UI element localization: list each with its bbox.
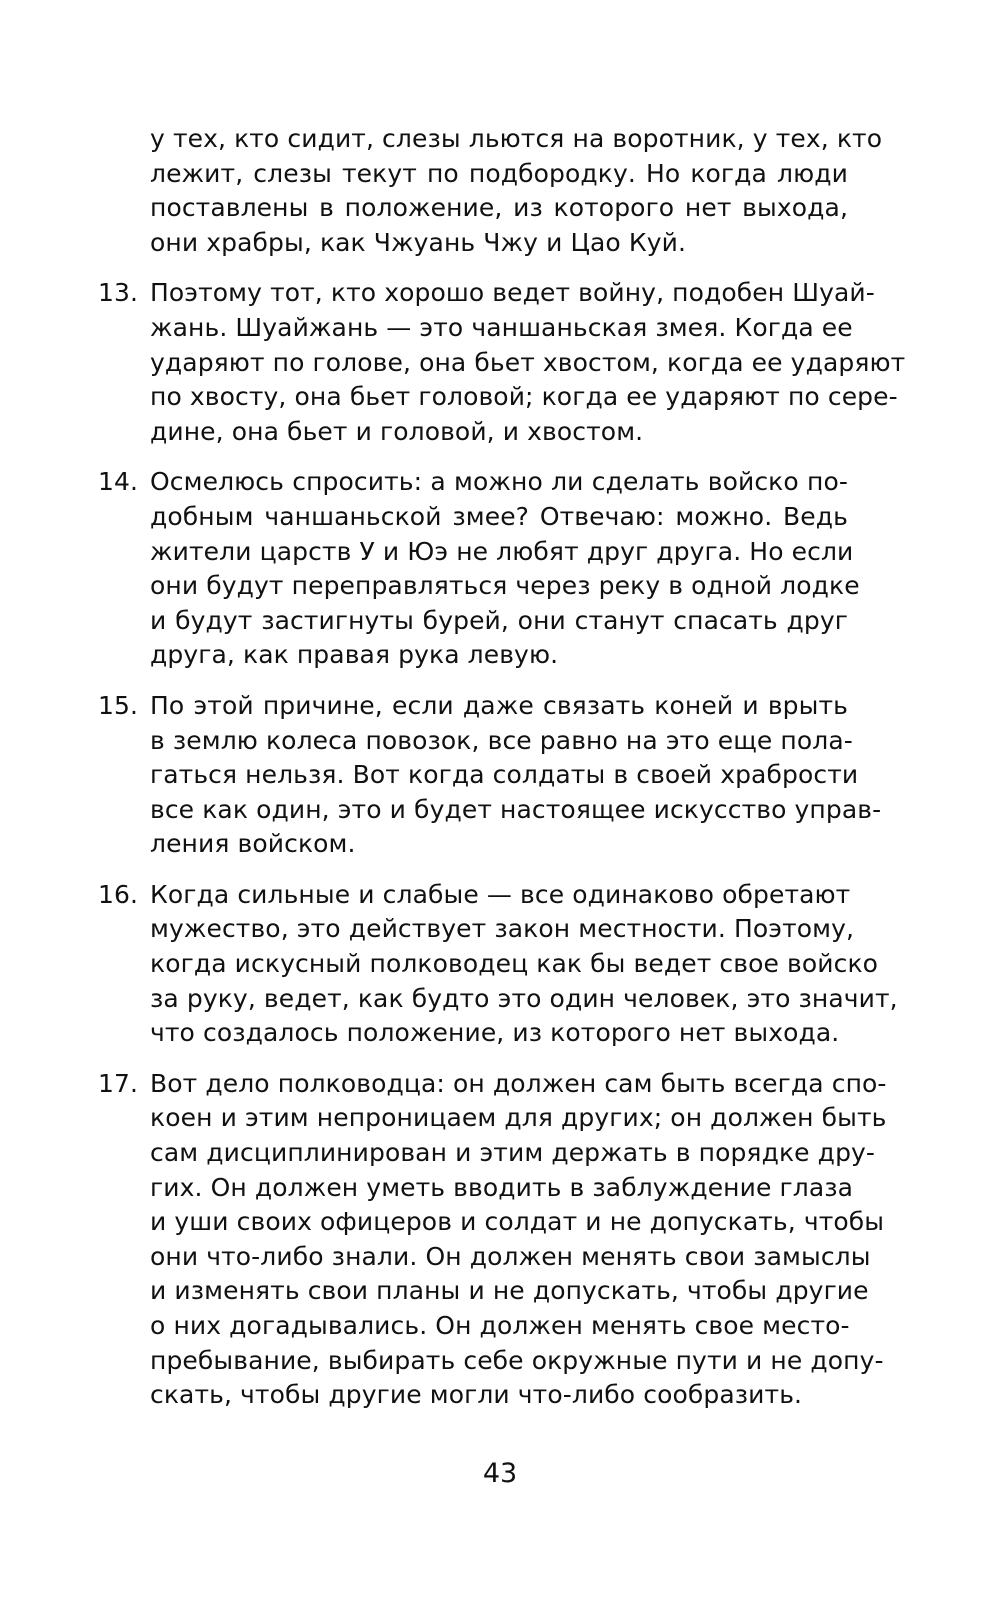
text-line: мужество, это действует закон местности. Поэтому, xyxy=(150,914,855,944)
text-line: гаться нельзя. Вот когда солдаты в своей храбрости xyxy=(150,760,859,790)
text-line: у тех, кто сидит, слезы льются на воротник, у тех, кто xyxy=(150,124,883,153)
text-line: Осмелюсь спросить: а можно ли сделать войско по- xyxy=(150,467,848,497)
text-line: что создалось положение, из которого нет выхода. xyxy=(150,1018,840,1048)
text-line: о них догадывались. Он должен менять свое место- xyxy=(150,1311,850,1340)
text-line: в землю колеса повозок, все равно на это еще пола- xyxy=(150,725,853,755)
text-line: Поэтому тот, кто хорошо ведет войну, подобен Шуай- xyxy=(150,278,875,308)
text-line: ления войском. xyxy=(150,829,356,859)
text-line: коен и этим непроницаем для других; он должен быть xyxy=(150,1103,887,1133)
text-line: сам дисциплинирован и этим держать в порядке дру- xyxy=(150,1138,876,1168)
text-line: ударяют по голове, она бьет хвостом, когда ее ударяют xyxy=(150,347,906,377)
text-line: лежит, слезы текут по подбородку. Но когда люди xyxy=(150,158,848,188)
text-line: По этой причине, если даже связать коней и врыть xyxy=(150,690,848,720)
text-line: Когда сильные и слабые — все одинаково обретают xyxy=(150,879,851,909)
paragraph-13 xyxy=(97,276,906,449)
paragraph-number: 13. xyxy=(97,278,138,308)
text-line: Вот дело полководца: он должен сам быть всегда спо- xyxy=(150,1068,887,1098)
text-line: скать, чтобы другие могли что-либо сообразить. xyxy=(150,1380,803,1410)
page-body xyxy=(97,122,906,1413)
paragraph-16 xyxy=(97,878,898,1051)
paragraph-14 xyxy=(97,465,860,673)
text-line: они храбры, как Чжуань Чжу и Цао Куй. xyxy=(150,227,687,257)
text-line: и изменять свои планы и не допускать, чтобы другие xyxy=(150,1276,869,1306)
text-line: друга, как правая рука левую. xyxy=(150,640,559,670)
paragraph-continued xyxy=(150,122,883,260)
text-line: жань. Шуайжань — это чаншаньская змея. Когда ее xyxy=(150,312,853,342)
text-line: и уши своих офицеров и солдат и не допускать, чтобы xyxy=(150,1207,885,1237)
paragraph-number: 15. xyxy=(97,690,138,720)
text-line: по хвосту, она бьет головой; когда ее ударяют по сере- xyxy=(150,382,898,412)
paragraph-number: 14. xyxy=(97,467,138,497)
paragraph-17 xyxy=(97,1067,887,1413)
text-line: за руку, ведет, как будто это один человек, это значит, xyxy=(150,983,898,1013)
text-line: они будут переправляться через реку в одной лодке xyxy=(150,571,860,601)
text-line: жители царств У и Юэ не любят друг друга. Но если xyxy=(150,536,854,566)
text-line: они что-либо знали. Он должен менять свои замыслы xyxy=(150,1241,871,1271)
page-number: 43 xyxy=(482,1458,518,1489)
text-line: пребывание, выбирать себе окружные пути и не допу- xyxy=(150,1345,884,1375)
text-line: все как один, это и будет настоящее искусство управ- xyxy=(150,794,882,824)
text-line: поставлены в положение, из которого нет выхода, xyxy=(150,193,848,223)
paragraph-number: 16. xyxy=(97,879,138,909)
text-line: добным чаншаньской змее? Отвечаю: можно. Ведь xyxy=(150,501,848,531)
text-line: дине, она бьет и головой, и хвостом. xyxy=(150,416,644,446)
paragraph-number: 17. xyxy=(97,1068,138,1098)
text-line: когда искусный полководец как бы ведет свое войско xyxy=(150,949,879,979)
paragraph-15 xyxy=(97,689,882,862)
text-line: и будут застигнуты бурей, они станут спасать друг xyxy=(150,605,848,635)
text-line: гих. Он должен уметь вводить в заблуждение глаза xyxy=(150,1172,854,1202)
